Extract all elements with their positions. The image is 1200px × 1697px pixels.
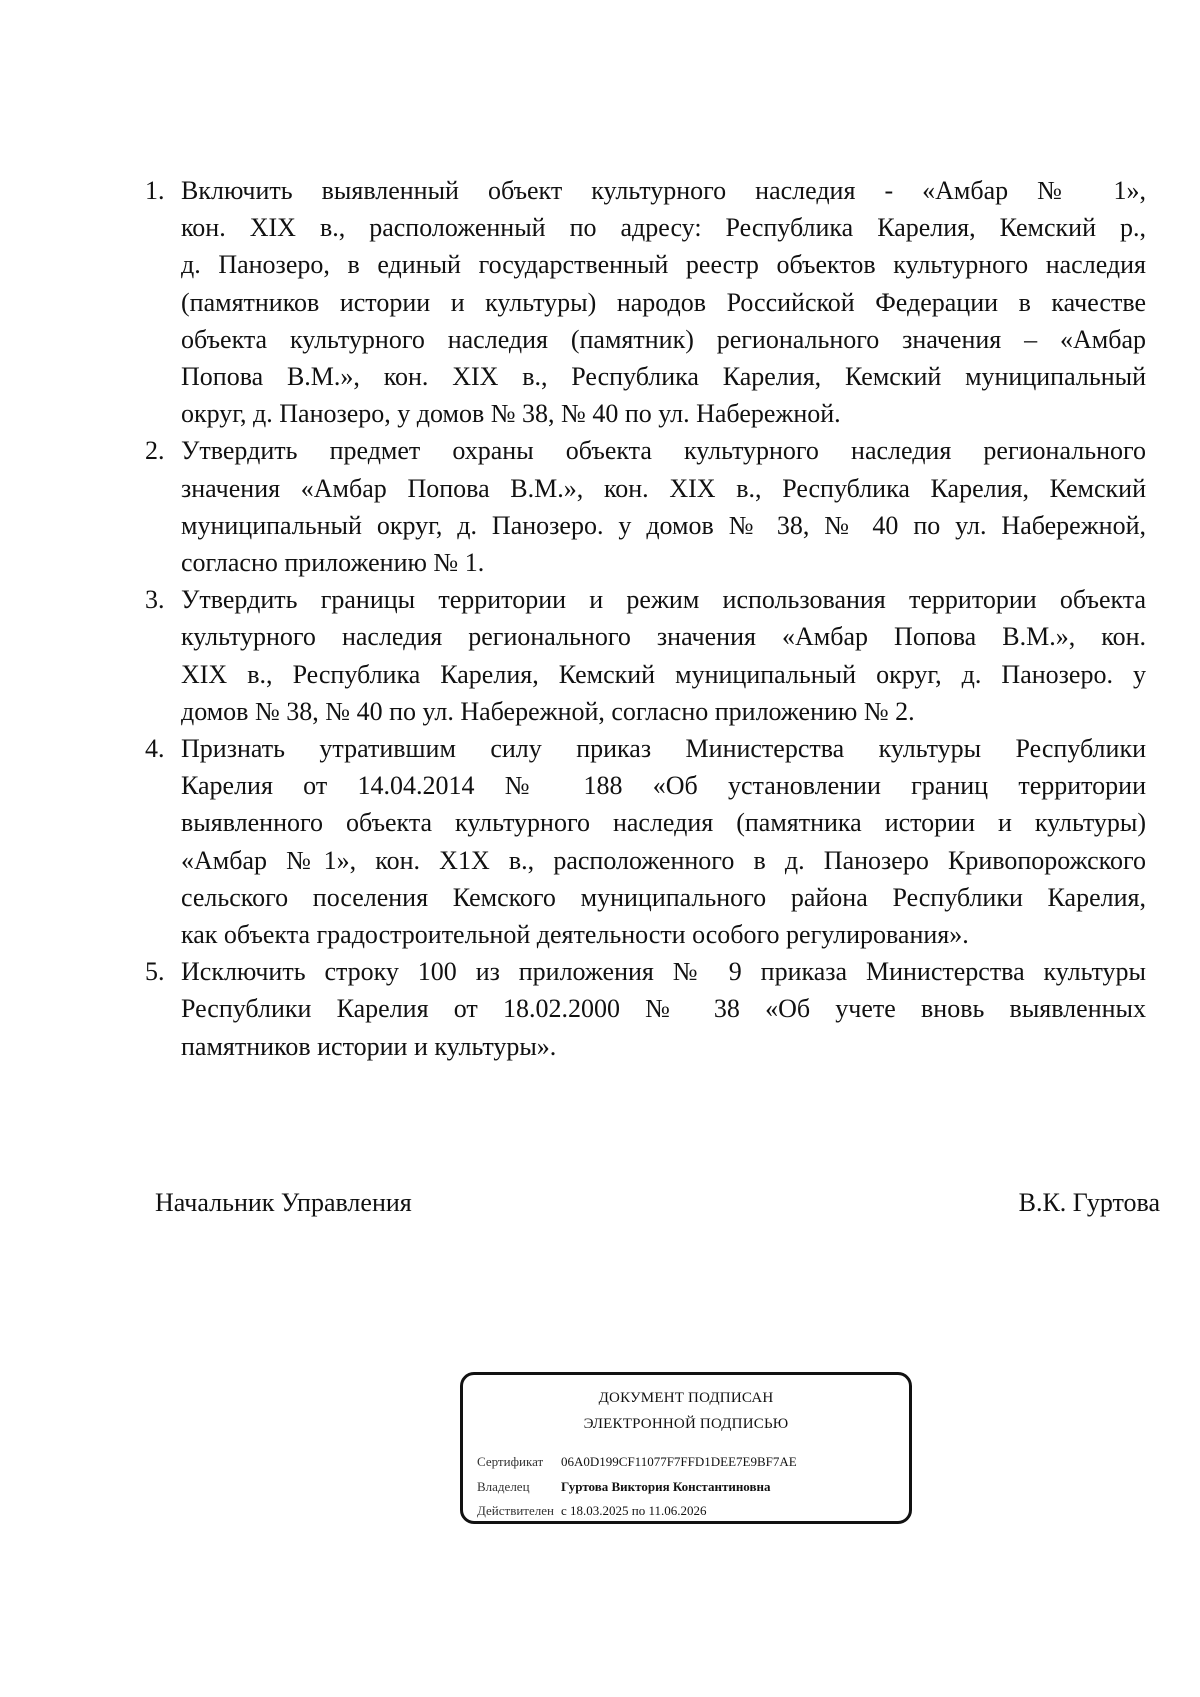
list-item <box>145 953 1146 1065</box>
item-text-line: XIX в., Республика Карелия, Кемский муниципальный округ, д. Панозеро. у <box>181 659 1146 689</box>
stamp-validity-row <box>477 1502 707 1520</box>
stamp-header <box>463 1385 909 1437</box>
item-text-line: объекта культурного наследия (памятник) регионального значения – «Амбар <box>181 324 1146 354</box>
item-text-line: как объекта градостроительной деятельности особого регулирования». <box>181 920 969 950</box>
item-text-line: Утвердить границы территории и режим использования территории объекта <box>181 585 1146 615</box>
item-text-line: Признать утратившим силу приказ Министерства культуры Республики <box>181 734 1146 764</box>
item-text-line: сельского поселения Кемского муниципального района Республики Карелия, <box>181 882 1146 912</box>
stamp-header-line: ЭЛЕКТРОННОЙ ПОДПИСЬЮ <box>583 1416 789 1432</box>
stamp-owner-value: Гуртова Виктория Константиновна <box>561 1479 771 1494</box>
stamp-validity-value: с 18.03.2025 по 11.06.2026 <box>561 1503 707 1518</box>
signatory-position: Начальник Управления <box>155 1188 412 1217</box>
list-item <box>145 581 1146 730</box>
stamp-owner-label: Владелец <box>477 1479 530 1494</box>
stamp-certificate-row <box>477 1453 797 1471</box>
item-text-line: значения «Амбар Попова В.М.», кон. XIX в., Республика Карелия, Кемский <box>181 473 1146 503</box>
item-text-line: округ, д. Панозеро, у домов № 38, № 40 по ул. Набережной. <box>181 399 841 429</box>
item-number: 1. <box>145 176 165 205</box>
stamp-certificate-label: Сертификат <box>477 1454 544 1469</box>
item-number: 4. <box>145 734 165 764</box>
item-text-line: Республики Карелия от 18.02.2000 № 38 «Об учете вновь выявленных <box>181 994 1146 1024</box>
item-text-line: Включить выявленный объект культурного наследия - «Амбар № 1», <box>181 176 1146 205</box>
item-text-line: памятников истории и культуры». <box>181 1031 557 1061</box>
item-text-line: согласно приложению № 1. <box>181 548 485 578</box>
item-text-line: д. Панозеро, в единый государственный реестр объектов культурного наследия <box>181 250 1146 280</box>
item-text-line: домов № 38, № 40 по ул. Набережной, согласно приложению № 2. <box>181 696 915 726</box>
stamp-owner-row <box>477 1478 771 1496</box>
list-item <box>145 172 1146 432</box>
stamp-validity-label: Действителен <box>477 1503 554 1518</box>
stamp-certificate-value: 06A0D199CF11077F7FFD1DEE7E9BF7AE <box>561 1454 797 1469</box>
item-text-line: Исключить строку 100 из приложения № 9 приказа Министерства культуры <box>181 957 1146 987</box>
list-item <box>145 730 1146 953</box>
item-text-line: (памятников истории и культуры) народов Российской Федерации в качестве <box>181 287 1146 317</box>
item-text-line: Карелия от 14.04.2014 № 188 «Об установлении границ территории <box>181 771 1146 801</box>
decree-items-list <box>145 172 1146 1065</box>
electronic-signature-stamp <box>460 1372 912 1524</box>
item-number: 5. <box>145 957 165 987</box>
item-text-line: Попова В.М.», кон. XIX в., Республика Карелия, Кемский муниципальный <box>181 362 1146 392</box>
item-number: 2. <box>145 436 165 466</box>
item-text-line: культурного наследия регионального значения «Амбар Попова В.М.», кон. <box>181 622 1146 652</box>
item-text-line: муниципальный округ, д. Панозеро. у домов № 38, № 40 по ул. Набережной, <box>181 510 1146 540</box>
item-text-line: «Амбар №1», кон. Х1Х в., расположенного в д. Панозеро Кривопорожского <box>181 845 1146 875</box>
list-item <box>145 432 1146 581</box>
item-text-line: выявленного объекта культурного наследия (памятника истории и культуры) <box>181 808 1146 838</box>
item-number: 3. <box>145 585 165 615</box>
item-text-line: кон. XIX в., расположенный по адресу: Республика Карелия, Кемский р., <box>181 213 1146 243</box>
item-text-line: Утвердить предмет охраны объекта культурного наследия регионального <box>181 436 1146 466</box>
signatory-name: В.К. Гуртова <box>1018 1188 1160 1217</box>
stamp-header-line: ДОКУМЕНТ ПОДПИСАН <box>598 1390 774 1406</box>
